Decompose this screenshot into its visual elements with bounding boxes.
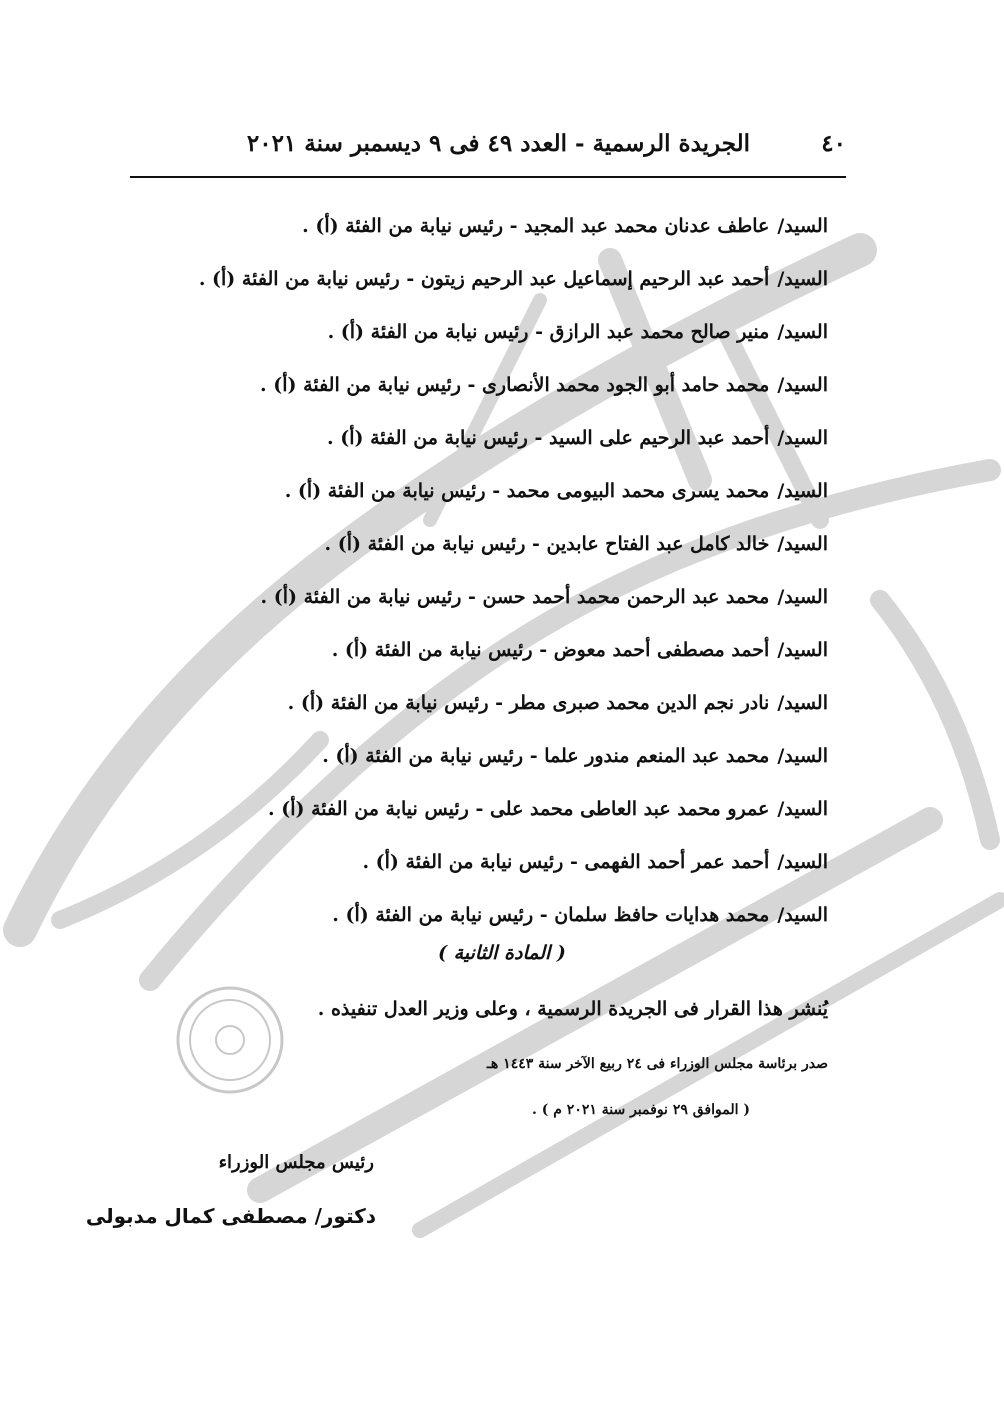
entry-prefix: السيد/: [777, 639, 828, 661]
appointments-list: [128, 200, 828, 942]
signatory-name: دكتور/ مصطفى كمال مدبولى: [85, 1204, 376, 1228]
entry-prefix: السيد/: [777, 533, 828, 555]
issued-date-gregorian: ( الموافق ٢٩ نوفمبر سنة ٢٠٢١ م ) .: [532, 1102, 750, 1118]
list-item: [128, 465, 828, 518]
entry-text: نادر نجم الدين محمد صبرى مطر - رئيس نيابة من الفئة (أ) .: [287, 692, 770, 714]
entry-text: أحمد عمر أحمد الفهمى - رئيس نيابة من الفئة (أ) .: [362, 851, 770, 873]
entry-text: خالد كامل عبد الفتاح عابدين - رئيس نيابة من الفئة (أ) .: [324, 533, 770, 555]
list-item: [128, 624, 828, 677]
article-heading: ( المادة الثانية ): [438, 942, 566, 964]
list-item: [128, 253, 828, 306]
page-number: ٤٠: [821, 130, 846, 157]
entry-text: عاطف عدنان محمد عبد المجيد - رئيس نيابة من الفئة (أ) .: [302, 215, 770, 237]
entry-prefix: السيد/: [777, 321, 828, 343]
list-item: [128, 200, 828, 253]
publish-clause: يُنشر هذا القرار فى الجريدة الرسمية ، وعلى وزير العدل تنفيذه .: [317, 998, 828, 1020]
entry-prefix: السيد/: [777, 480, 828, 502]
entry-prefix: السيد/: [777, 745, 828, 767]
entry-prefix: السيد/: [777, 798, 828, 820]
entry-text: منير صالح محمد عبد الرازق - رئيس نيابة من الفئة (أ) .: [327, 321, 770, 343]
entry-text: محمد عبد المنعم مندور علما - رئيس نيابة من الفئة (أ) .: [322, 745, 770, 767]
entry-prefix: السيد/: [777, 851, 828, 873]
list-item: [128, 889, 828, 942]
list-item: [128, 518, 828, 571]
entry-text: أحمد عبد الرحيم على السيد - رئيس نيابة من الفئة (أ) .: [326, 427, 770, 449]
list-item: [128, 783, 828, 836]
list-item: [128, 677, 828, 730]
list-item: [128, 836, 828, 889]
official-seal-stamp: [178, 988, 282, 1092]
entry-text: محمد عبد الرحمن محمد أحمد حسن - رئيس نيابة من الفئة (أ) .: [260, 586, 770, 608]
entry-prefix: السيد/: [777, 586, 828, 608]
entry-prefix: السيد/: [777, 904, 828, 926]
entry-text: محمد حامد أبو الجود محمد الأنصارى - رئيس نيابة من الفئة (أ) .: [260, 374, 770, 396]
entry-prefix: السيد/: [777, 215, 828, 237]
list-item: [128, 412, 828, 465]
entry-prefix: السيد/: [777, 692, 828, 714]
list-item: [128, 359, 828, 412]
list-item: [128, 730, 828, 783]
page-header: [130, 118, 846, 178]
entry-prefix: السيد/: [777, 374, 828, 396]
gazette-title: الجريدة الرسمية - العدد ٤٩ فى ٩ ديسمبر سنة ٢٠٢١: [246, 130, 750, 157]
entry-text: أحمد مصطفى أحمد معوض - رئيس نيابة من الفئة (أ) .: [331, 639, 770, 661]
entry-text: أحمد عبد الرحيم إسماعيل عبد الرحيم زيتون - رئيس نيابة من الفئة (أ) .: [198, 268, 770, 290]
issued-date-hijri: صدر برئاسة مجلس الوزراء فى ٢٤ ربيع الآخر سنة ١٤٤٣ هـ: [486, 1056, 828, 1072]
entry-prefix: السيد/: [777, 268, 828, 290]
entry-prefix: السيد/: [777, 427, 828, 449]
entry-text: عمرو محمد عبد العاطى محمد على - رئيس نيابة من الفئة (أ) .: [267, 798, 770, 820]
list-item: [128, 571, 828, 624]
entry-text: محمد يسرى محمد البيومى محمد - رئيس نيابة من الفئة (أ) .: [284, 480, 770, 502]
signatory-title: رئيس مجلس الوزراء: [218, 1152, 374, 1173]
list-item: [128, 306, 828, 359]
entry-text: محمد هدايات حافظ سلمان - رئيس نيابة من الفئة (أ) .: [332, 904, 770, 926]
